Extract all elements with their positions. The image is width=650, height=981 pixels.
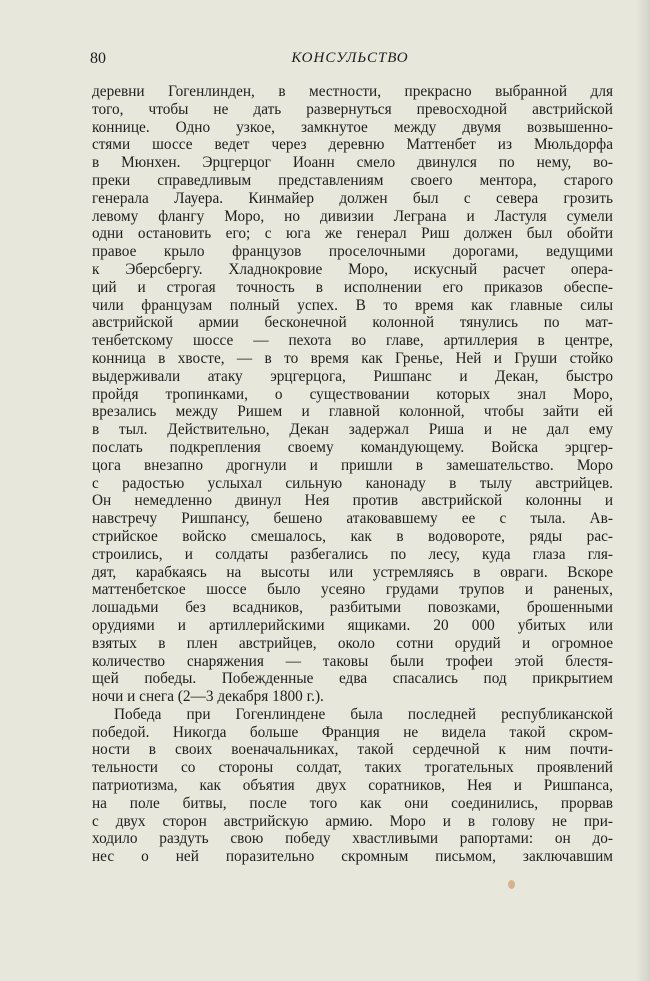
paragraph — [92, 706, 613, 866]
text-line-content: с двух сторон австрийскую армию. Моро и в голову не при- — [92, 812, 613, 830]
text-line — [92, 777, 613, 795]
text-line — [92, 688, 613, 706]
text-line-content: тенбетскому шоссе — пехота во главе, артиллерия в центре, — [92, 332, 613, 350]
text-line-content: на поле битвы, после того как они соединились, прорвав — [92, 794, 613, 812]
running-title: КОНСУЛЬСТВО — [291, 50, 409, 66]
text-line — [92, 830, 613, 848]
text-line — [92, 172, 613, 190]
text-line-content: врезались между Ришем и главной колонной, чтобы зайти ей — [92, 403, 613, 421]
text-line — [92, 670, 613, 688]
text-line — [92, 492, 613, 510]
text-line — [92, 813, 613, 831]
text-line — [92, 368, 613, 386]
text-line — [92, 848, 613, 866]
text-line — [92, 653, 613, 671]
text-line-content: Он немедленно двинул Нея против австрийской колонны и — [92, 492, 613, 510]
text-line — [92, 635, 613, 653]
text-line-content: стрийское войско смешалось, как в водовороте, ряды рас- — [92, 527, 613, 545]
text-line-content: конница в хвосте, — в то время как Гренье, Ней и Груши стойко — [92, 349, 613, 367]
text-line — [92, 581, 613, 599]
text-line — [92, 759, 613, 777]
text-line — [92, 599, 613, 617]
text-line-content: орудиями и артиллерийскими ящиками. 20 000 убитых или — [92, 616, 613, 634]
text-line-content: преки справедливым представлениям своего ментора, старого — [92, 171, 613, 189]
text-line — [92, 510, 613, 528]
text-line — [92, 350, 613, 368]
text-line — [92, 386, 613, 404]
text-line — [92, 136, 613, 154]
text-line — [92, 261, 613, 279]
text-line-content: того, чтобы не дать развернуться превосходной австрийской — [92, 100, 613, 118]
text-line-content: лошадьми без всадников, разбитыми повозками, брошенными — [92, 599, 613, 617]
text-line — [92, 457, 613, 475]
text-line-content: одни остановить его; с юга же генерал Риш должен был обойти — [92, 225, 613, 243]
text-line-content: маттенбетское шоссе было усеяно грудами трупов и раненых, — [92, 581, 613, 599]
text-line — [92, 119, 613, 137]
text-line — [92, 190, 613, 208]
text-line — [92, 706, 613, 724]
text-line-content: количество снаряжения — таковы были трофеи этой блестя- — [92, 652, 613, 670]
text-line-content: стями шоссе ведет через деревню Маттенбет из Мюльдорфа — [92, 136, 613, 154]
text-line-content: ности в своих военачальниках, такой сердечной к ним почти- — [92, 741, 613, 759]
text-line — [92, 528, 613, 546]
text-line-content: дят, карабкаясь на высоты или устремляясь в овраги. Вскоре — [92, 563, 613, 581]
text-line-content: строились, и солдаты разбегались по лесу, куда глаза гля- — [92, 545, 613, 563]
text-line-content: нес о ней поразительно скромным письмом, заключавшим — [92, 848, 613, 866]
text-line — [92, 564, 613, 582]
text-line — [92, 617, 613, 635]
text-line — [92, 439, 613, 457]
text-line-content: к Эберсбергу. Хладнокровие Моро, искусный расчет опера- — [92, 260, 613, 278]
text-line-content: левому флангу Моро, но дивизии Леграна и Ластуля сумели — [92, 207, 613, 225]
text-line-content: чили французам полный успех. В то время как главные силы — [92, 296, 613, 314]
text-line-content: послать подкрепления своему командующему. Войска эрцгер- — [92, 438, 613, 456]
paper-stain — [508, 880, 515, 889]
text-line-content: навстречу Ришпансу, бешено атаковавшему ее с тыла. Ав- — [92, 510, 613, 528]
text-line-content: с радостью услыхал сильную канонаду в тылу австрийцев. — [92, 474, 613, 492]
text-line-content: цога внезапно дрогнули и пришли в замешательство. Моро — [92, 456, 613, 474]
body-text — [92, 83, 613, 866]
text-line — [92, 101, 613, 119]
text-line — [92, 314, 613, 332]
text-line-content: щей победы. Побежденные едва спасались под прикрытием — [92, 670, 613, 688]
text-line — [92, 83, 613, 101]
text-line — [92, 546, 613, 564]
text-line — [92, 795, 613, 813]
text-line-content: генерала Лауера. Кинмайер должен был с севера грозить — [92, 189, 613, 207]
text-line — [92, 332, 613, 350]
paragraph — [92, 83, 613, 706]
page-number: 80 — [90, 50, 106, 67]
text-line-content: взятых в плен австрийцев, около сотни орудий и огромное — [92, 634, 613, 652]
text-line-content: в Мюнхен. Эрцгерцог Иоанн смело двинулся по нему, во- — [92, 154, 613, 172]
text-line-content: в тыл. Действительно, Декан задержал Риша и не дал ему — [92, 421, 613, 439]
text-line-content: ночи и снега (2—3 декабря 1800 г.). — [92, 688, 324, 706]
text-line — [92, 421, 613, 439]
text-line-content: деревни Гогенлинден, в местности, прекрасно выбранной для — [92, 83, 613, 100]
text-line-content: ций и строгая точность в исполнении его приказов обеспе- — [92, 278, 613, 296]
text-line — [92, 724, 613, 742]
text-line-content: коннице. Одно узкое, замкнутое между двумя возвышенно- — [92, 118, 613, 136]
text-line — [92, 208, 613, 226]
text-line — [92, 243, 613, 261]
text-line-content: австрийской армии бесконечной колонной тянулись по мат- — [92, 314, 613, 332]
text-line-content: Победа при Гогенлиндене была последней республиканской — [114, 705, 613, 723]
text-line — [92, 154, 613, 172]
text-line-content: тельности со стороны солдат, таких трогательных проявлений — [92, 759, 613, 777]
text-line — [92, 225, 613, 243]
text-line — [92, 297, 613, 315]
text-line-content: пройдя тропинками, о существовании которых знал Моро, — [92, 385, 613, 403]
text-line-content: патриотизма, как объятия двух соратников, Нея и Ришпанса, — [92, 777, 613, 795]
text-line — [92, 475, 613, 493]
text-line — [92, 403, 613, 421]
text-line-content: победой. Никогда больше Франция не видела такой скром- — [92, 723, 613, 741]
text-line-content: ходило раздуть свою победу хвастливыми рапортами: он до- — [92, 830, 613, 848]
text-line — [92, 741, 613, 759]
page-edge-shadow — [636, 0, 650, 981]
text-line-content: правое крыло французов проселочными дорогами, ведущими — [92, 243, 613, 261]
text-line — [92, 279, 613, 297]
text-line-content: выдерживали атаку эрцгерцога, Ришпанс и Декан, быстро — [92, 367, 613, 385]
